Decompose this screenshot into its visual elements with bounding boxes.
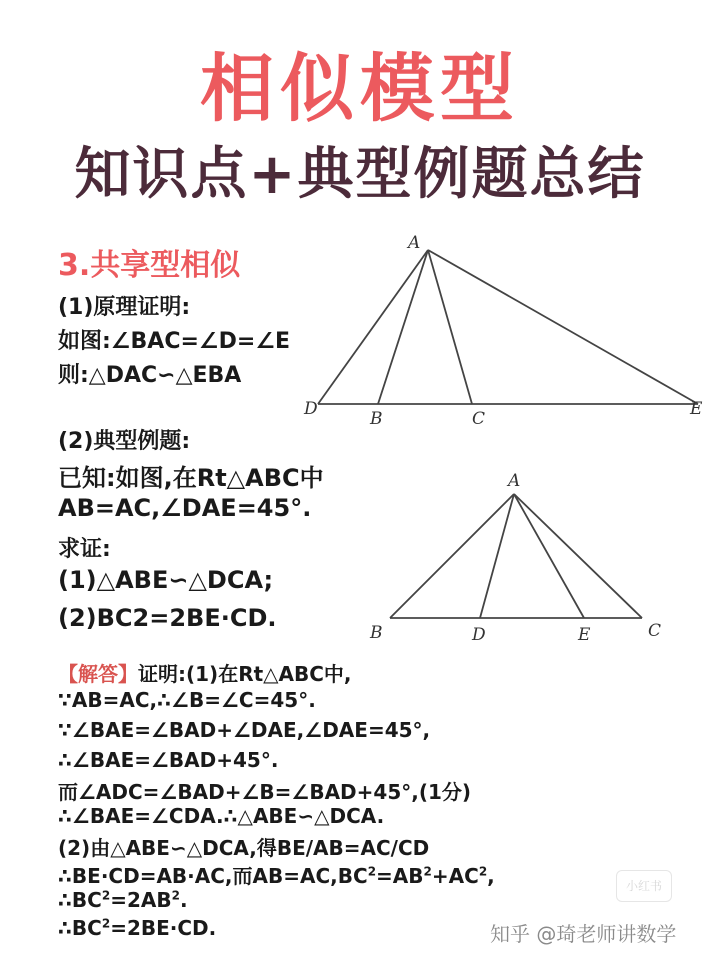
label-e: E	[578, 625, 591, 645]
eq2-mid: =2AB	[110, 888, 172, 912]
label-d: D	[304, 399, 318, 419]
solution-line-8	[58, 860, 495, 889]
platform-badge: 小红书	[616, 870, 672, 902]
label-c: C	[648, 621, 662, 641]
eq1-mid: =AB	[376, 864, 424, 888]
solution-line-1-text: 证明:(1)在Rt△ABC中,	[138, 662, 352, 686]
eq1-pre: ∴BE·CD=AB·AC,而AB=AC,BC	[58, 864, 368, 888]
eq2-pre: ∴BC	[58, 888, 102, 912]
example-line-1: 已知:如图,在Rt△ABC中	[58, 464, 324, 492]
example-line-5: (2)BC2=2BE·CD.	[58, 604, 277, 632]
line-ad	[480, 494, 514, 618]
line-ac	[428, 250, 472, 404]
eq3-pre: ∴BC	[58, 916, 102, 940]
label-d: D	[472, 625, 486, 645]
solution-line-4: ∴∠BAE=∠BAD+45°.	[58, 748, 279, 772]
section-heading: 3.共享型相似	[58, 248, 241, 283]
solution-line-7: (2)由△ABE∽△DCA,得BE/AB=AC/CD	[58, 836, 430, 860]
label-a: A	[408, 233, 421, 253]
eq1-sup-3: 2	[478, 864, 488, 879]
example-line-4: (1)△ABE∽△DCA;	[58, 566, 274, 594]
solution-line-2: ∵AB=AC,∴∠B=∠C=45°.	[58, 688, 316, 712]
eq3-sup: 2	[101, 916, 111, 931]
line-ad	[318, 250, 428, 404]
example-line-2: AB=AC,∠DAE=45°.	[58, 494, 312, 522]
diagram-right-isosceles	[360, 462, 680, 652]
eq2-end: .	[179, 888, 188, 912]
line-ab	[378, 250, 428, 404]
eq1-end: ,	[487, 864, 495, 888]
principle-line-2: 则:△DAC∽△EBA	[58, 363, 242, 388]
eq1-post: +AC	[431, 864, 479, 888]
solution-label: 【解答】	[58, 662, 138, 686]
label-b: B	[370, 409, 383, 429]
page-subtitle: 知识点+典型例题总结	[74, 142, 646, 207]
principle-label: (1)原理证明:	[58, 295, 191, 320]
eq3-end: =2BE·CD.	[110, 916, 217, 940]
solution-line-10	[58, 916, 216, 940]
label-b: B	[370, 623, 383, 643]
solution-line-3: ∵∠BAE=∠BAD+∠DAE,∠DAE=45°,	[58, 718, 431, 742]
label-e: E	[690, 399, 703, 419]
page-title: 相似模型	[200, 46, 520, 132]
solution-line-5: 而∠ADC=∠BAD+∠B=∠BAD+45°,(1分)	[58, 780, 472, 804]
solution-line-1	[58, 658, 352, 687]
line-ac	[514, 494, 642, 618]
line-ae	[428, 250, 698, 404]
watermark-text: 知乎 @琦老师讲数学	[490, 922, 677, 946]
eq1-sup-2: 2	[423, 864, 432, 879]
eq1-sup-1: 2	[367, 864, 377, 879]
label-c: C	[472, 409, 486, 429]
line-ab	[390, 494, 514, 618]
label-a: A	[508, 471, 521, 491]
example-line-3: 求证:	[58, 537, 111, 562]
eq2-sup-1: 2	[101, 888, 111, 903]
example-label: (2)典型例题:	[58, 429, 191, 454]
diagram-shared-similarity	[300, 232, 720, 432]
solution-line-9	[58, 888, 188, 912]
line-ae	[514, 494, 584, 618]
solution-line-6: ∴∠BAE=∠CDA.∴△ABE∽△DCA.	[58, 804, 385, 828]
principle-line-1: 如图:∠BAC=∠D=∠E	[58, 329, 291, 354]
eq2-sup-2: 2	[171, 888, 180, 903]
